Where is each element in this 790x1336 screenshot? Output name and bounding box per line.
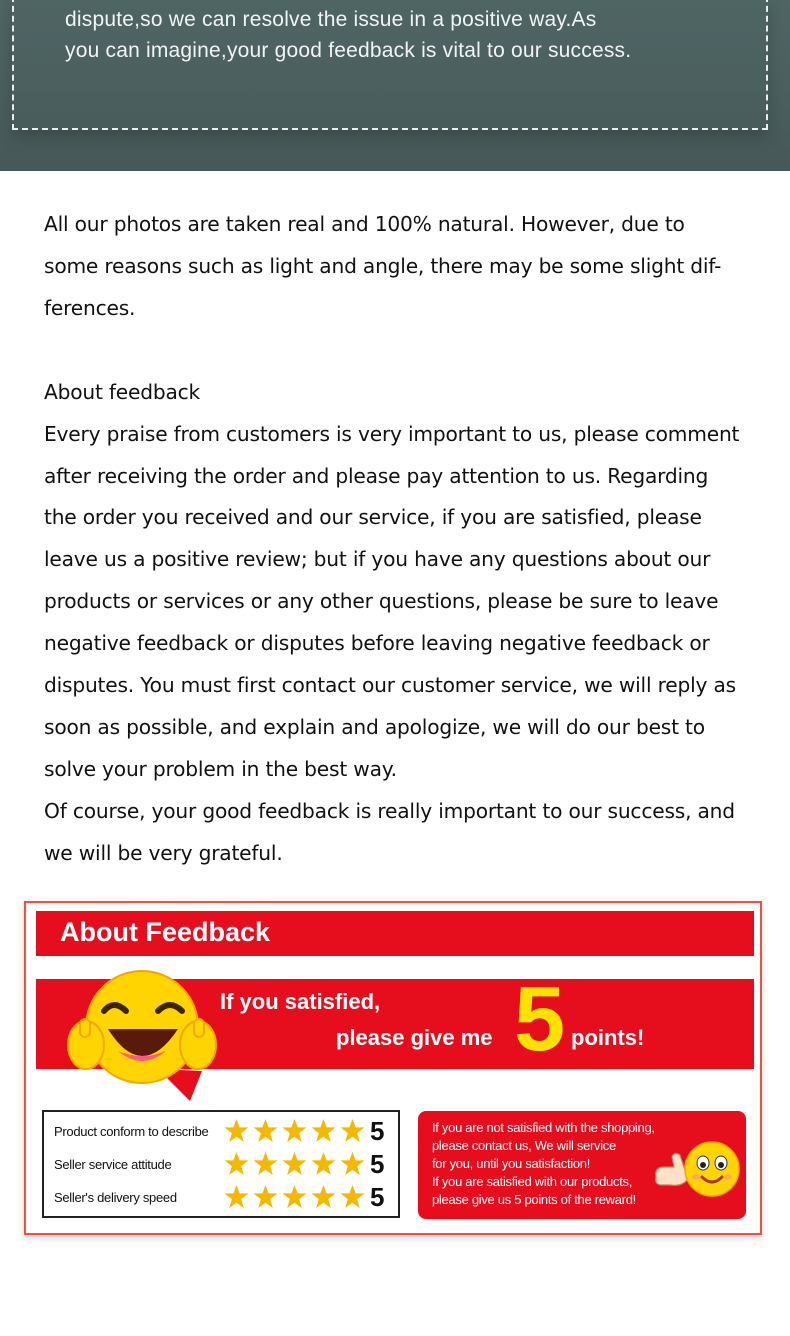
about-feedback-card [24,901,762,1235]
note-text [432,1119,682,1209]
note-line: please contact us, We will service [432,1138,616,1153]
star-icon [253,1118,278,1143]
laughing-smiley-icon [62,959,222,1109]
star-icon [340,1118,365,1143]
top-banner [0,0,790,171]
feedback-heading: About feedback [44,379,201,404]
intro-line: All our photos are taken real and 100% natural. However, due to [44,212,685,236]
feedback-line: solve your problem in the best way. [44,756,397,781]
card-title-bar [36,911,754,956]
feedback-line: Of course, your good feedback is really important to our success, and [44,798,735,823]
feedback-line: products or services or any other questions, please be sure to leave [44,589,719,614]
note-line: for you, until you satisfaction! [432,1156,591,1171]
feedback-line: negative feedback or disputes before leaving negative feedback or [44,631,710,656]
star-icon [311,1118,336,1143]
rating-row [54,1182,394,1214]
star-icon [282,1118,307,1143]
note-line: If you are not satisfied with the shopping, [432,1120,655,1135]
top-banner-line: dispute,so we can resolve the issue in a positive way.As [65,8,597,31]
feedback-line: Every praise from customers is very important to us, please comment [44,421,740,446]
promo-line-1: If you satisfied, [220,989,381,1014]
star-rating [224,1118,369,1143]
rating-label: Seller's delivery speed [54,1190,177,1205]
rating-row [54,1149,394,1181]
star-icon [282,1151,307,1176]
star-icon [224,1184,249,1209]
promo-five: 5 [514,968,566,1070]
star-icon [311,1184,336,1209]
satisfaction-note [418,1111,746,1219]
description-text [44,204,764,875]
paragraph-gap [44,330,764,372]
thumbs-up-smiley-icon [652,1139,744,1199]
top-banner-line: you can imagine,your good feedback is vital to our success. [65,39,632,62]
rating-label: Seller service attitude [54,1157,172,1172]
feedback-line: leave us a positive review; but if you have any questions about our [44,547,711,572]
ratings-box [42,1110,400,1218]
promo-line-2: please give me [336,1025,493,1050]
star-rating [224,1151,369,1176]
intro-line: some reasons such as light and angle, there may be some slight dif- [44,253,722,278]
star-rating [224,1184,369,1209]
feedback-line: the order you received and our service, if you are satisfied, please [44,505,702,530]
star-icon [253,1184,278,1209]
rating-label: Product conform to describe [54,1124,209,1139]
star-icon [311,1151,336,1176]
feedback-line: after receiving the order and please pay attention to us. Regarding [44,463,709,488]
star-icon [340,1151,365,1176]
star-icon [282,1184,307,1209]
rating-row [54,1116,394,1148]
top-banner-text [65,4,755,66]
feedback-line: soon as possible, and explain and apologize, we will do our best to [44,714,705,739]
note-line: If you are satisfied with our products, [432,1174,633,1189]
rating-score: 5 [370,1182,385,1212]
feedback-line: we will be very grateful. [44,840,283,865]
rating-score: 5 [370,1149,385,1179]
promo-line-3: points! [571,1025,645,1050]
rating-score: 5 [370,1116,385,1146]
star-icon [253,1151,278,1176]
star-icon [340,1184,365,1209]
card-title: About Feedback [60,917,271,947]
feedback-line: disputes. You must first contact our customer service, we will reply as [44,673,736,698]
star-icon [224,1118,249,1143]
note-line: please give us 5 points of the reward! [432,1192,636,1207]
intro-line: ferences. [44,295,136,320]
star-icon [224,1151,249,1176]
